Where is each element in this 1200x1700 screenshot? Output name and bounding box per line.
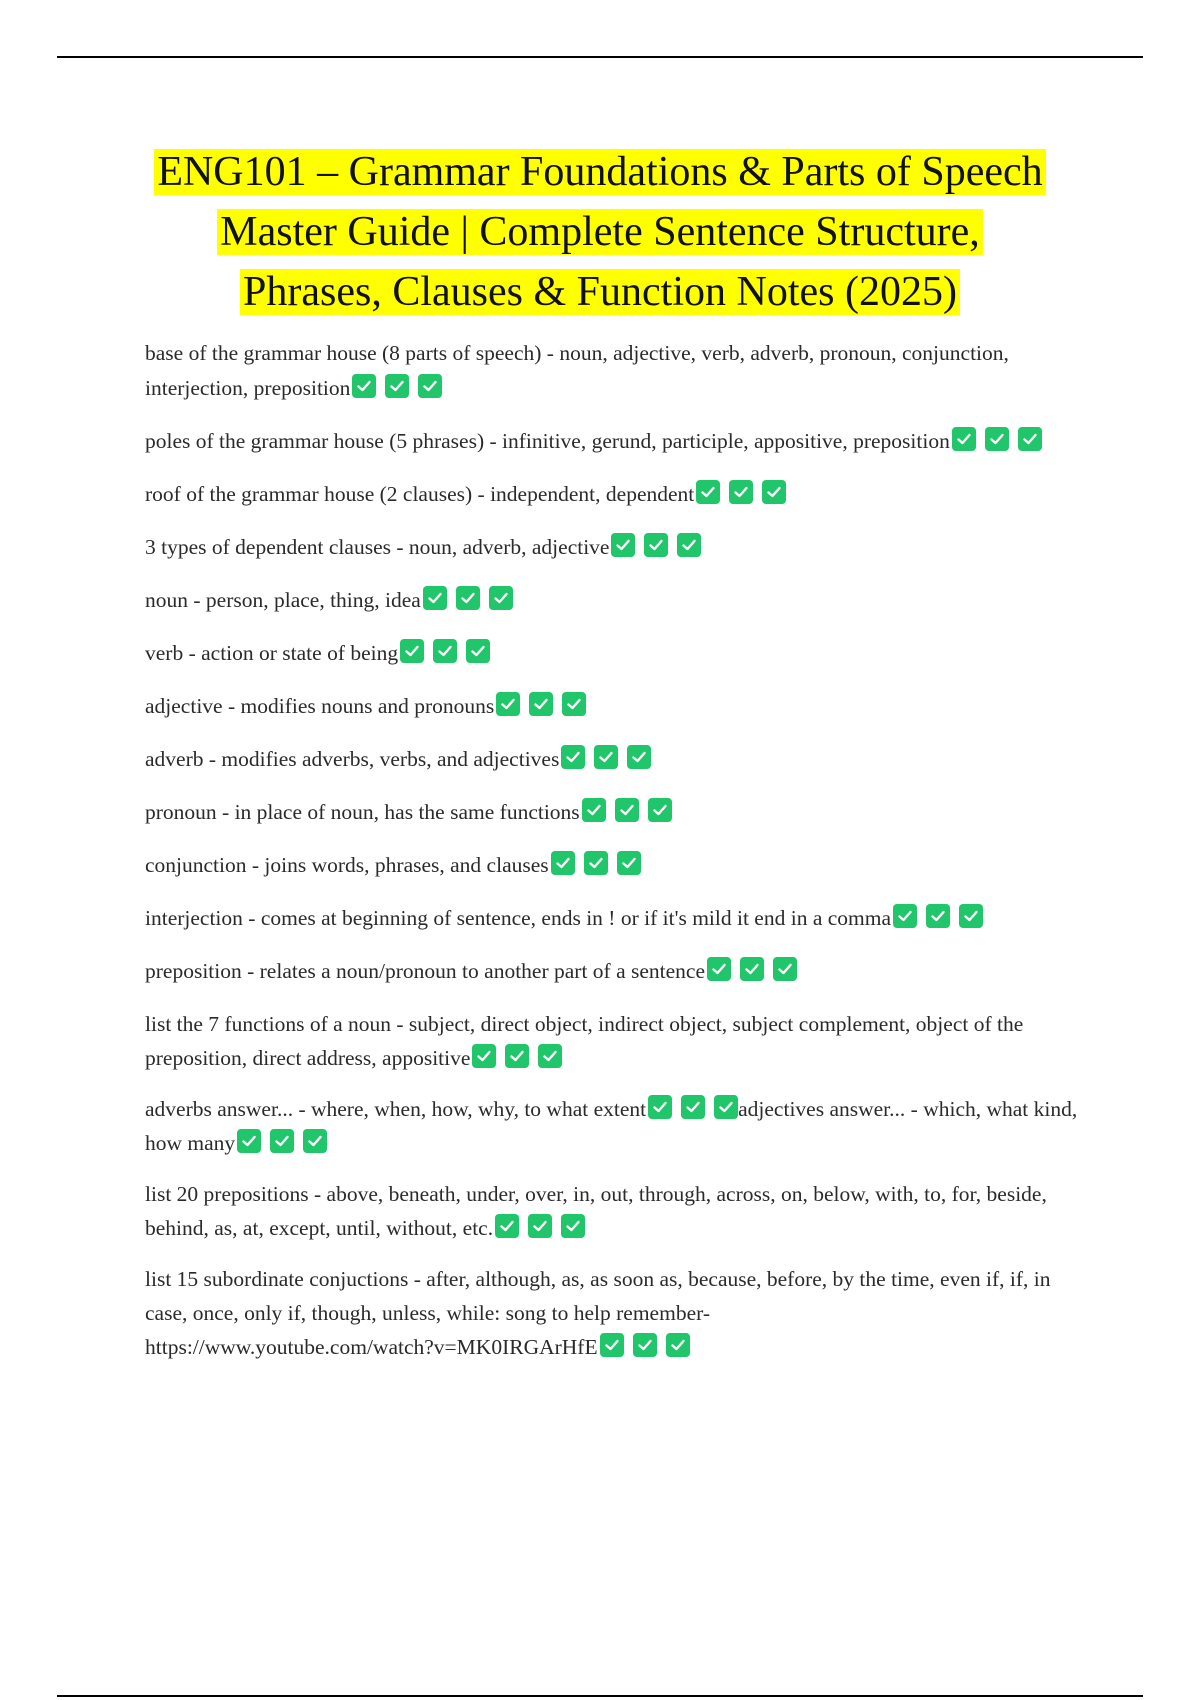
checkmark-icon xyxy=(352,374,376,398)
checkmark-icon xyxy=(385,374,409,398)
list-item-prepositions-list xyxy=(145,1177,1090,1245)
checkmark-icon xyxy=(423,586,447,610)
list-item-noun-functions xyxy=(145,1007,1090,1075)
checkmark-icon xyxy=(505,1044,529,1068)
list-item-adverbs-adjectives-answer xyxy=(145,1092,1090,1160)
checkmark-icon xyxy=(495,1214,519,1238)
checkmark-icon xyxy=(400,639,424,663)
item-text-continued: adjectives answer... - which, what kind, how many xyxy=(145,1097,1078,1155)
checkmark-icon xyxy=(538,1044,562,1068)
item-text: adverbs answer... - where, when, how, why, to what extent xyxy=(145,1097,647,1121)
checkmark-icon xyxy=(893,904,917,928)
checkmarks xyxy=(496,692,586,716)
checkmarks xyxy=(423,586,513,610)
item-text: conjunction - joins words, phrases, and clauses xyxy=(145,853,549,877)
youtube-link[interactable]: https://www.youtube.com/watch?v=MK0IRGArHfE xyxy=(145,1335,598,1359)
item-text: poles of the grammar house (5 phrases) - infinitive, gerund, participle, appositive, preposition xyxy=(145,429,950,453)
checkmark-icon xyxy=(600,1333,624,1357)
checkmarks xyxy=(400,639,490,663)
title-line-1: ENG101 – Grammar Foundations & Parts of Speech xyxy=(154,149,1045,195)
checkmark-icon xyxy=(707,957,731,981)
checkmark-icon xyxy=(1018,427,1042,451)
checkmark-icon xyxy=(714,1095,738,1119)
checkmarks xyxy=(582,798,672,822)
list-item-parts-of-speech xyxy=(145,336,1090,406)
checkmark-icon xyxy=(489,586,513,610)
checkmark-icon xyxy=(562,692,586,716)
bottom-rule xyxy=(57,1695,1143,1697)
item-text: verb - action or state of being xyxy=(145,641,399,665)
checkmark-icon xyxy=(582,798,606,822)
item-text: list 20 prepositions - above, beneath, under, over, in, out, through, across, on, below, with, to, for, beside, behind, as, at, except, until, without, etc. xyxy=(145,1182,1047,1240)
checkmark-icon xyxy=(615,798,639,822)
checkmarks xyxy=(495,1214,585,1238)
checkmark-icon xyxy=(237,1129,261,1153)
checkmark-icon xyxy=(677,533,701,557)
list-item-interjection xyxy=(145,901,1090,936)
item-text: roof of the grammar house (2 clauses) - independent, dependent xyxy=(145,482,695,506)
item-text: noun - person, place, thing, idea xyxy=(145,588,421,612)
item-text: interjection - comes at beginning of sentence, ends in ! or if it's mild it end in a comma xyxy=(145,906,892,930)
checkmarks xyxy=(893,904,983,928)
checkmark-icon xyxy=(611,533,635,557)
checkmark-icon xyxy=(959,904,983,928)
checkmarks xyxy=(707,957,797,981)
checkmarks xyxy=(648,1095,738,1119)
checkmark-icon xyxy=(740,957,764,981)
list-item-adjective xyxy=(145,689,1090,724)
document-title xyxy=(100,142,1100,322)
list-item-clauses xyxy=(145,477,1090,512)
item-text: 3 types of dependent clauses - noun, adverb, adjective xyxy=(145,535,610,559)
checkmark-icon xyxy=(648,1095,672,1119)
checkmark-icon xyxy=(270,1129,294,1153)
checkmark-icon xyxy=(528,1214,552,1238)
checkmark-icon xyxy=(617,851,641,875)
checkmarks xyxy=(352,374,442,398)
list-item-preposition xyxy=(145,954,1090,989)
checkmark-icon xyxy=(729,480,753,504)
checkmark-icon xyxy=(594,745,618,769)
checkmarks xyxy=(561,745,651,769)
checkmark-icon xyxy=(644,533,668,557)
list-item-verb xyxy=(145,636,1090,671)
item-text: list 15 subordinate conjuctions - after, although, as, as soon as, because, before, by the time, even if, if, in case, once, only if, though, unless, while: song to help remember- xyxy=(145,1267,1051,1325)
checkmark-icon xyxy=(561,1214,585,1238)
checkmark-icon xyxy=(584,851,608,875)
checkmark-icon xyxy=(633,1333,657,1357)
list-item-pronoun xyxy=(145,795,1090,830)
checkmark-icon xyxy=(433,639,457,663)
checkmarks xyxy=(696,480,786,504)
checkmarks xyxy=(952,427,1042,451)
list-item-noun xyxy=(145,583,1090,618)
list-item-conjunction xyxy=(145,848,1090,883)
item-text: base of the grammar house (8 parts of speech) - noun, adjective, verb, adverb, pronoun, conjunction, interjection, preposition xyxy=(145,341,1009,400)
checkmark-icon xyxy=(773,957,797,981)
title-line-3: Phrases, Clauses & Function Notes (2025) xyxy=(240,269,960,315)
list-item-adverb xyxy=(145,742,1090,777)
checkmark-icon xyxy=(627,745,651,769)
checkmarks xyxy=(611,533,701,557)
checkmark-icon xyxy=(985,427,1009,451)
checkmark-icon xyxy=(952,427,976,451)
item-text: adjective - modifies nouns and pronouns xyxy=(145,694,495,718)
list-item-phrases xyxy=(145,424,1090,459)
item-text: pronoun - in place of noun, has the same functions xyxy=(145,800,580,824)
item-text: list the 7 functions of a noun - subject, direct object, indirect object, subject complement, object of the preposition, direct address, appositive xyxy=(145,1012,1024,1070)
checkmark-icon xyxy=(926,904,950,928)
checkmark-icon xyxy=(456,586,480,610)
checkmarks xyxy=(472,1044,562,1068)
checkmark-icon xyxy=(496,692,520,716)
checkmark-icon xyxy=(762,480,786,504)
checkmark-icon xyxy=(529,692,553,716)
checkmark-icon xyxy=(418,374,442,398)
checkmark-icon xyxy=(303,1129,327,1153)
checkmark-icon xyxy=(472,1044,496,1068)
list-item-dependent-clauses xyxy=(145,530,1090,565)
flashcard-list xyxy=(145,336,1090,1381)
checkmark-icon xyxy=(648,798,672,822)
checkmark-icon xyxy=(466,639,490,663)
list-item-subordinate-conjunctions xyxy=(145,1262,1090,1364)
checkmarks xyxy=(237,1129,327,1153)
item-text: preposition - relates a noun/pronoun to another part of a sentence xyxy=(145,959,706,983)
checkmark-icon xyxy=(666,1333,690,1357)
checkmark-icon xyxy=(561,745,585,769)
title-line-2: Master Guide | Complete Sentence Structure, xyxy=(217,209,983,255)
top-rule xyxy=(57,56,1143,58)
checkmark-icon xyxy=(681,1095,705,1119)
checkmarks xyxy=(551,851,641,875)
item-text: adverb - modifies adverbs, verbs, and adjectives xyxy=(145,747,560,771)
checkmark-icon xyxy=(696,480,720,504)
checkmarks xyxy=(600,1333,690,1357)
checkmark-icon xyxy=(551,851,575,875)
